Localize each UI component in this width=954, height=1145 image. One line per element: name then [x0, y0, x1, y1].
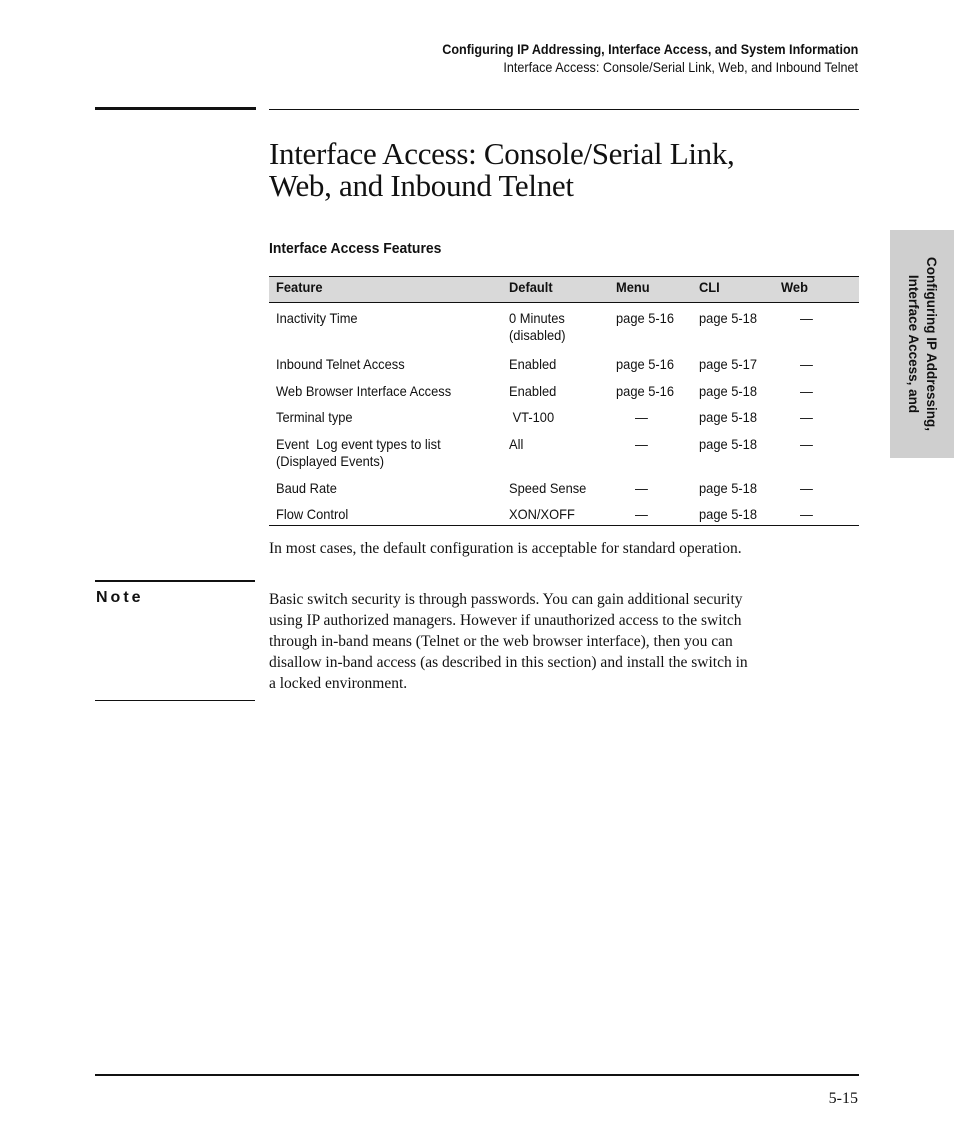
cell-menu: — — [635, 480, 648, 496]
cell-menu: — — [635, 436, 648, 452]
cell-cli: page 5-18 — [699, 383, 758, 399]
table-row — [269, 402, 859, 429]
cell-feature: Event Log event types to list — [276, 436, 441, 452]
table-row — [269, 429, 859, 473]
note-line: disallow in-band access (as described in this section) and install the switch in — [269, 654, 748, 671]
cell-web: — — [800, 506, 813, 522]
page-title-line-1: Interface Access: Console/Serial Link, — [269, 136, 735, 171]
cell-feature: Inbound Telnet Access — [276, 356, 405, 372]
running-header-section: Interface Access: Console/Serial Link, Web, and Inbound Telnet — [503, 59, 858, 75]
header-rule-left — [95, 107, 256, 110]
table-row — [269, 376, 859, 402]
note-paragraph — [269, 589, 869, 694]
table-header-row — [269, 277, 859, 303]
cell-default: XON/XOFF — [509, 506, 575, 522]
running-header-chapter: Configuring IP Addressing, Interface Access, and System Information — [441, 41, 858, 57]
header-rule-main — [269, 109, 859, 110]
cell-cli: page 5-18 — [699, 506, 758, 522]
footer-rule — [95, 1074, 859, 1076]
cell-feature: Terminal type — [276, 409, 353, 425]
cell-cli: page 5-17 — [699, 356, 758, 372]
cell-cli: page 5-18 — [699, 409, 758, 425]
cell-feature: Baud Rate — [276, 480, 337, 496]
cell-web: — — [800, 480, 813, 496]
cell-web: — — [800, 383, 813, 399]
chapter-side-tab — [890, 230, 954, 458]
cell-cli: page 5-18 — [699, 436, 758, 452]
table-row — [269, 303, 859, 349]
header-menu: Menu — [616, 279, 650, 295]
cell-menu: page 5-16 — [616, 356, 675, 372]
cell-default: All — [509, 436, 524, 452]
header-default: Default — [509, 279, 553, 295]
chapter-side-tab-label — [904, 257, 940, 431]
cell-web: — — [800, 409, 813, 425]
cell-menu: — — [635, 409, 648, 425]
cell-feature: Web Browser Interface Access — [276, 383, 452, 399]
cell-default: Enabled — [509, 383, 557, 399]
cell-cli: page 5-18 — [699, 310, 758, 326]
cell-web: — — [800, 310, 813, 326]
cell-menu: — — [635, 506, 648, 522]
cell-default: VT-100 — [509, 409, 555, 425]
page-title-line-2: Web, and Inbound Telnet — [269, 168, 574, 203]
table-row — [269, 473, 859, 499]
page-number: 5-15 — [828, 1090, 858, 1107]
default-config-paragraph: In most cases, the default configuration is acceptable for standard operation. — [269, 540, 742, 557]
cell-menu: page 5-16 — [616, 383, 675, 399]
side-tab-line-2: Interface Access, and — [906, 274, 921, 414]
cell-cli: page 5-18 — [699, 480, 758, 496]
cell-feature: Inactivity Time — [276, 310, 358, 326]
cell-feature: (Displayed Events) — [276, 453, 385, 469]
note-rule-bottom — [95, 700, 255, 701]
note-rule-top — [95, 580, 255, 582]
note-line: using IP authorized managers. However if unauthorized access to the switch — [269, 612, 742, 629]
note-label: Note — [96, 589, 144, 606]
table-caption: Interface Access Features — [269, 240, 442, 257]
cell-menu: page 5-16 — [616, 310, 675, 326]
cell-feature: Flow Control — [276, 506, 349, 522]
header-cli: CLI — [699, 279, 720, 295]
cell-default: (disabled) — [509, 327, 566, 343]
header-feature: Feature — [276, 279, 323, 295]
cell-default: Enabled — [509, 356, 557, 372]
header-web: Web — [781, 279, 808, 295]
cell-web: — — [800, 356, 813, 372]
note-line: Basic switch security is through passwords. You can gain additional security — [269, 591, 743, 608]
side-tab-line-1: Configuring IP Addressing, — [924, 256, 939, 432]
table-row — [269, 349, 859, 376]
note-line: a locked environment. — [269, 675, 408, 692]
cell-default: Speed Sense — [509, 480, 587, 496]
page-title — [269, 138, 859, 202]
cell-web: — — [800, 436, 813, 452]
note-line: through in-band means (Telnet or the web browser interface), then you can — [269, 633, 733, 650]
cell-default: 0 Minutes — [509, 310, 565, 326]
features-table — [269, 276, 859, 526]
table-row — [269, 499, 859, 525]
